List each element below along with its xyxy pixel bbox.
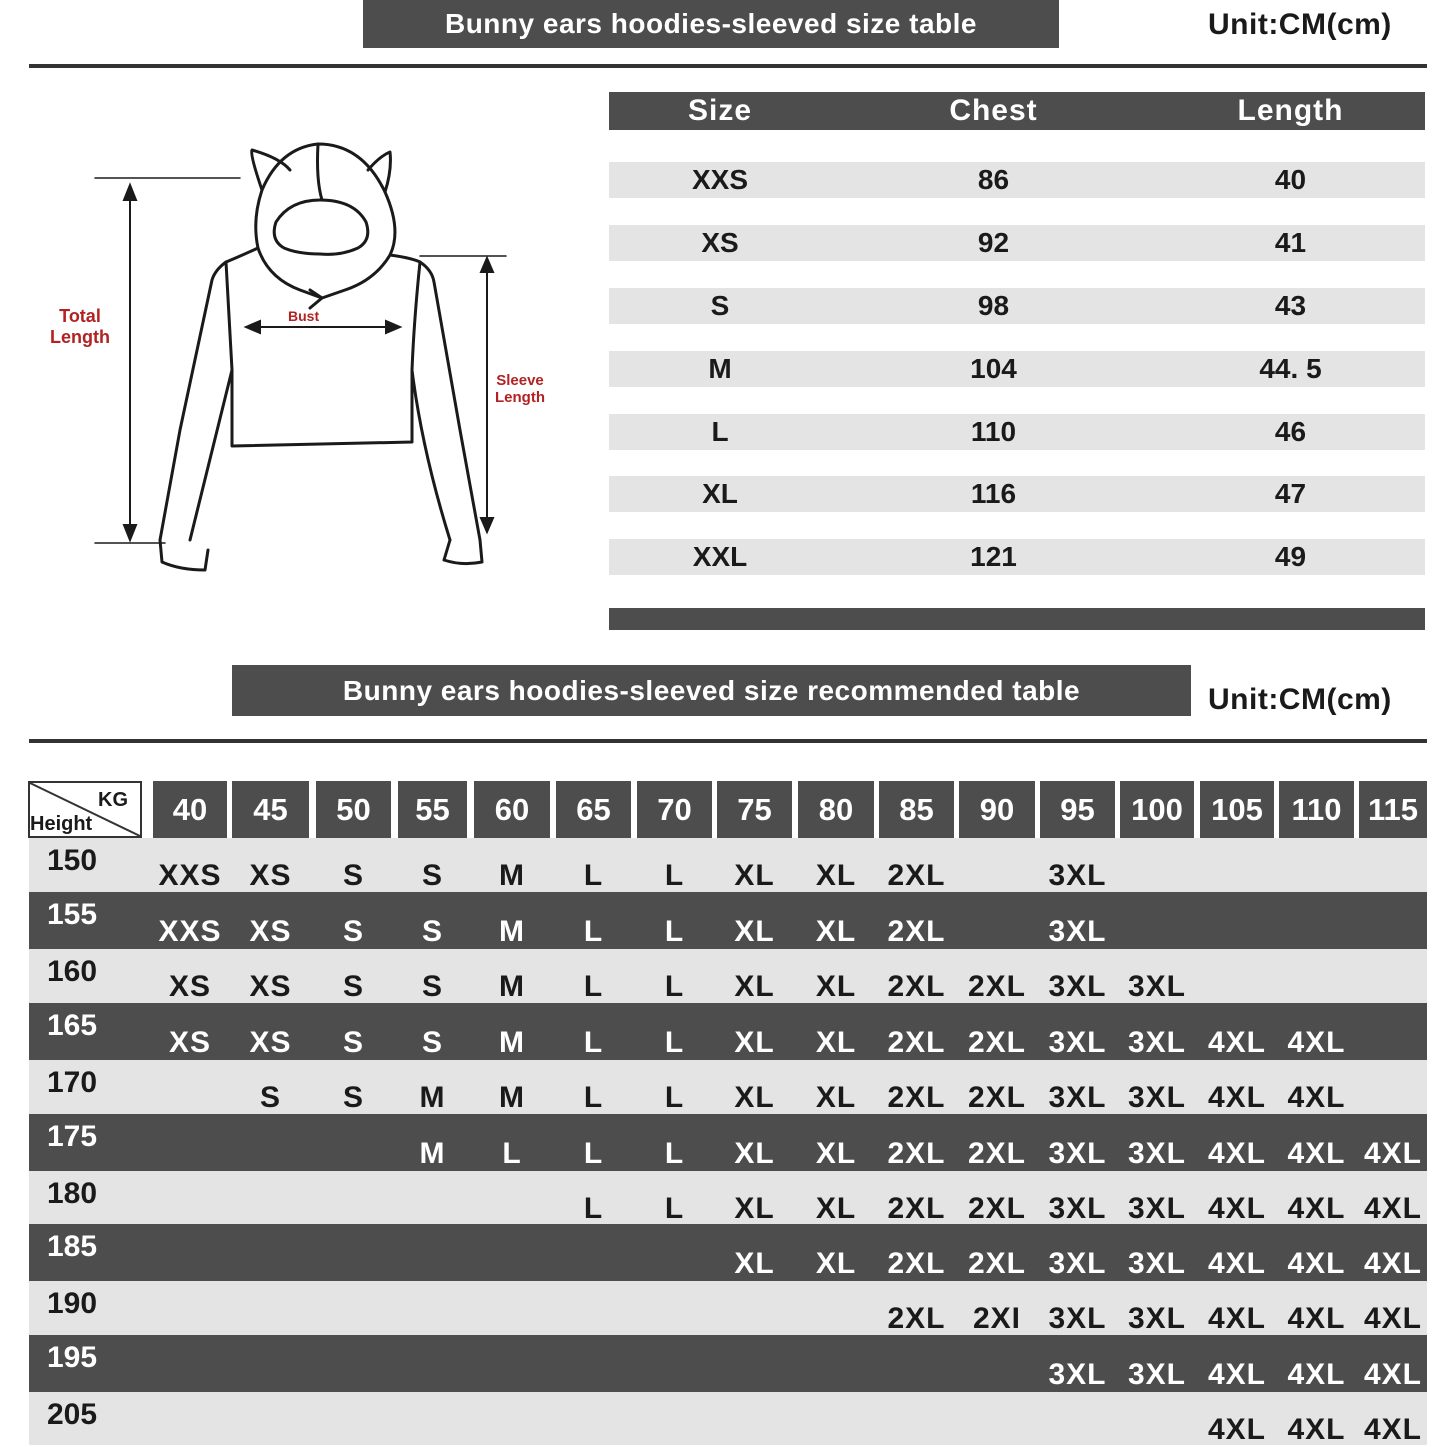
recommended-size-cell: XL <box>734 914 775 948</box>
height-label: 155 <box>47 898 98 931</box>
chest-cell: 121 <box>970 541 1017 572</box>
weight-header-cell: 60 <box>474 781 550 838</box>
recommended-size-cell: 4XL <box>1207 1357 1267 1391</box>
recommend-row <box>29 1281 1427 1335</box>
recommended-size-cell: 4XL <box>1287 1136 1346 1170</box>
recommended-size-cell: M <box>499 1025 525 1059</box>
recommended-size-cell: 2XL <box>967 1081 1027 1114</box>
recommended-size-cell: L <box>664 1025 685 1059</box>
recommended-size-cell: M <box>419 1081 446 1114</box>
length-cell: 49 <box>1274 541 1307 572</box>
recommended-size-cell: XS <box>168 970 212 1003</box>
recommend-row <box>29 1003 1427 1060</box>
height-label: 190 <box>47 1287 98 1320</box>
table-corner-cell <box>28 781 142 838</box>
height-label: 205 <box>47 1398 98 1431</box>
length-cell: 46 <box>1274 416 1307 447</box>
height-label: 160 <box>47 955 98 988</box>
recommend-row <box>29 1171 1427 1224</box>
recommended-size-cell: 4XL <box>1363 1246 1423 1280</box>
recommended-size-cell: XL <box>734 1081 775 1114</box>
recommended-size-cell: L <box>583 914 604 948</box>
recommended-size-cell: M <box>499 914 525 948</box>
recommended-size-cell: XS <box>249 1025 292 1059</box>
recommended-size-cell: 2XL <box>887 1136 946 1170</box>
size-row <box>609 539 1425 575</box>
recommended-size-cell: XL <box>815 970 857 1003</box>
chest-cell: 86 <box>977 164 1010 195</box>
hoodie-outline-icon <box>40 130 580 590</box>
bust-label: Bust <box>288 308 320 324</box>
recommended-size-cell: 2XL <box>887 1025 946 1059</box>
recommended-size-cell: M <box>419 1136 446 1170</box>
recommend-row <box>29 1224 1427 1281</box>
recommended-size-cell: XS <box>249 914 292 948</box>
height-label: 165 <box>47 1009 98 1042</box>
recommended-size-cell: L <box>664 1081 685 1114</box>
recommended-size-cell: 4XL <box>1287 1025 1346 1059</box>
size-row <box>609 162 1425 198</box>
recommended-size-cell: XL <box>815 859 857 892</box>
recommended-size-cell: 3XL <box>1048 1136 1107 1170</box>
weight-header-cell: 65 <box>556 781 631 838</box>
size-row <box>609 225 1425 261</box>
size-row <box>609 351 1425 387</box>
recommended-size-cell: XL <box>815 1136 857 1170</box>
recommended-size-cell: 4XL <box>1207 1136 1267 1170</box>
recommend-table-unit: Unit:CM(cm) <box>1208 683 1392 716</box>
recommended-size-cell: S <box>421 970 443 1003</box>
weight-header-cell: 95 <box>1040 781 1115 838</box>
recommended-size-cell: 4XL <box>1207 1191 1267 1225</box>
recommended-size-cell: XS <box>249 859 292 892</box>
recommended-size-cell: L <box>583 970 604 1003</box>
size-cell: XL <box>702 478 738 509</box>
header-size: Size <box>687 94 753 127</box>
recommend-table-title <box>232 665 1191 716</box>
recommended-size-cell: XL <box>734 1246 775 1280</box>
size-table-footer <box>609 608 1425 630</box>
recommended-size-cell: 4XL <box>1287 1246 1346 1280</box>
size-cell: M <box>708 353 732 384</box>
weight-header-cell: 75 <box>717 781 792 838</box>
chest-cell: 116 <box>970 478 1017 509</box>
weight-header-cell: 80 <box>798 781 874 838</box>
recommended-size-cell: 3XL <box>1127 1191 1187 1225</box>
recommend-row <box>29 1114 1427 1171</box>
recommended-size-cell: 4XL <box>1287 1081 1346 1114</box>
recommended-size-cell: XL <box>815 1081 857 1114</box>
chest-cell: 98 <box>977 290 1010 321</box>
recommended-size-cell: 4XL <box>1287 1191 1346 1225</box>
weight-header-cell: 45 <box>232 781 309 838</box>
total-length-label: Total Length <box>50 306 110 347</box>
recommended-size-cell: 2XL <box>967 970 1027 1003</box>
header-length: Length <box>1237 94 1344 127</box>
recommended-size-cell: 2XL <box>887 914 946 948</box>
recommended-size-cell: M <box>499 970 525 1003</box>
chest-cell: 104 <box>970 353 1017 384</box>
recommended-size-cell: 4XL <box>1363 1412 1423 1446</box>
recommend-row <box>29 1392 1427 1445</box>
height-label: 175 <box>47 1120 98 1153</box>
recommended-size-cell: 2XL <box>967 1136 1027 1170</box>
size-table-header <box>609 92 1425 130</box>
recommended-size-cell: L <box>664 859 685 892</box>
recommended-size-cell: 4XL <box>1207 1081 1267 1114</box>
hoodie-diagram <box>40 130 580 590</box>
recommended-size-cell: 3XL <box>1048 859 1107 892</box>
recommended-size-cell: 3XL <box>1127 970 1187 1003</box>
recommend-row <box>29 1060 1427 1114</box>
height-label: 180 <box>47 1177 98 1210</box>
header-chest: Chest <box>949 94 1038 127</box>
recommended-size-cell: L <box>664 914 685 948</box>
size-cell: L <box>711 416 729 447</box>
recommended-size-cell: 3XL <box>1127 1025 1187 1059</box>
recommended-size-cell: L <box>583 1025 604 1059</box>
recommended-size-cell: 4XL <box>1207 1025 1267 1059</box>
recommended-size-cell: XXS <box>158 914 222 948</box>
length-cell: 44. 5 <box>1259 353 1322 384</box>
recommended-size-cell: 3XL <box>1048 1246 1107 1280</box>
weight-header-cell: 100 <box>1120 781 1194 838</box>
recommended-size-cell: S <box>342 859 364 892</box>
recommended-size-cell: 3XL <box>1048 1302 1107 1335</box>
recommended-size-cell: XL <box>815 1246 857 1280</box>
size-cell: XXS <box>691 164 749 195</box>
recommended-size-cell: 2XL <box>967 1191 1027 1225</box>
top-divider <box>29 64 1427 68</box>
size-row <box>609 414 1425 450</box>
size-table-title-text: Bunny ears hoodies-sleeved size table <box>444 8 977 39</box>
recommend-row <box>29 892 1427 949</box>
recommended-size-cell: L <box>664 1136 685 1170</box>
recommended-size-cell: M <box>499 1081 525 1114</box>
recommended-size-cell: 3XL <box>1048 1191 1107 1225</box>
recommended-size-cell: XS <box>168 1025 212 1059</box>
length-cell: 43 <box>1274 290 1307 321</box>
recommended-size-cell: L <box>664 1191 685 1225</box>
recommended-size-cell: L <box>583 1191 604 1225</box>
height-label: 150 <box>47 844 98 877</box>
height-label: 185 <box>47 1230 98 1263</box>
chest-cell: 110 <box>970 416 1017 447</box>
recommended-size-cell: 4XL <box>1287 1302 1346 1335</box>
recommended-size-cell: XL <box>734 1025 775 1059</box>
recommended-size-cell: XL <box>734 1191 775 1225</box>
recommended-size-cell: L <box>583 1136 604 1170</box>
height-label: 170 <box>47 1066 98 1099</box>
size-table-unit: Unit:CM(cm) <box>1208 8 1392 41</box>
recommended-size-cell: 4XL <box>1207 1302 1267 1335</box>
recommended-size-cell: 3XL <box>1127 1302 1187 1335</box>
recommended-size-cell: S <box>421 914 443 948</box>
weight-header-cell: 55 <box>398 781 467 838</box>
height-label: 195 <box>47 1341 98 1374</box>
recommended-size-cell: 3XL <box>1048 1357 1107 1391</box>
recommended-size-cell: 2XL <box>887 1191 946 1225</box>
weight-header-cell: 85 <box>879 781 954 838</box>
recommended-size-cell: 4XL <box>1363 1302 1423 1335</box>
recommended-size-cell: 2XL <box>887 970 946 1003</box>
weight-header-cell: 70 <box>637 781 712 838</box>
recommended-size-cell: 2XL <box>887 1081 946 1114</box>
recommend-row <box>29 1335 1427 1392</box>
recommended-size-cell: S <box>342 914 364 948</box>
recommended-size-cell: S <box>259 1081 281 1114</box>
recommended-size-cell: XL <box>734 859 775 892</box>
recommended-size-cell: 4XL <box>1207 1246 1267 1280</box>
recommended-size-cell: 2XL <box>887 1302 946 1335</box>
recommended-size-cell: L <box>583 1081 604 1114</box>
recommended-size-cell: XS <box>249 970 292 1003</box>
weight-header-cell: 105 <box>1200 781 1274 838</box>
recommend-row <box>29 949 1427 1003</box>
weight-header-cell: 115 <box>1359 781 1427 838</box>
recommended-size-cell: 3XL <box>1127 1081 1187 1114</box>
corner-height-label: Height <box>30 813 93 835</box>
middle-divider <box>29 739 1427 743</box>
recommended-size-cell: 4XL <box>1287 1357 1346 1391</box>
recommended-size-cell: XL <box>815 1191 857 1225</box>
recommended-size-cell: 3XL <box>1048 1081 1107 1114</box>
recommended-size-cell: 2XL <box>887 1246 946 1280</box>
recommended-size-cell: 2XI <box>972 1302 1022 1335</box>
recommended-size-cell: S <box>421 1025 443 1059</box>
recommended-size-cell: S <box>342 1025 364 1059</box>
recommended-size-cell: XL <box>734 970 775 1003</box>
chest-cell: 92 <box>977 227 1010 258</box>
recommended-size-cell: 4XL <box>1207 1412 1267 1446</box>
recommended-size-cell: S <box>342 1081 364 1114</box>
corner-kg-label: KG <box>98 789 128 811</box>
recommended-size-cell: M <box>499 859 525 892</box>
recommended-size-cell: S <box>342 970 364 1003</box>
recommend-row <box>29 838 1427 892</box>
recommended-size-cell: S <box>421 859 443 892</box>
length-cell: 47 <box>1274 478 1307 509</box>
recommended-size-cell: 3XL <box>1127 1136 1187 1170</box>
weight-header-cell: 40 <box>153 781 227 838</box>
length-cell: 41 <box>1274 227 1307 258</box>
weight-header-cell: 110 <box>1279 781 1354 838</box>
sleeve-length-label: Sleeve Length <box>495 372 545 407</box>
recommended-size-cell: XL <box>815 914 857 948</box>
weight-header-cell: 50 <box>316 781 391 838</box>
recommended-size-cell: 3XL <box>1048 914 1107 948</box>
recommended-size-cell: 4XL <box>1363 1357 1423 1391</box>
weight-header-cell: 90 <box>959 781 1035 838</box>
recommended-size-cell: 4XL <box>1287 1412 1346 1446</box>
recommended-size-cell: L <box>502 1136 522 1170</box>
recommended-size-cell: XL <box>734 1136 775 1170</box>
size-row <box>609 476 1425 512</box>
recommended-size-cell: L <box>583 859 604 892</box>
recommended-size-cell: 3XL <box>1127 1357 1187 1391</box>
recommended-size-cell: L <box>664 970 685 1003</box>
recommended-size-cell: 3XL <box>1048 970 1107 1003</box>
size-row <box>609 288 1425 324</box>
recommended-size-cell: 3XL <box>1048 1025 1107 1059</box>
size-table-title <box>363 0 1059 48</box>
recommended-size-cell: 4XL <box>1363 1191 1423 1225</box>
recommended-size-cell: XL <box>815 1025 857 1059</box>
size-cell: XXL <box>692 541 748 572</box>
recommended-size-cell: 3XL <box>1127 1246 1187 1280</box>
size-cell: S <box>710 290 730 321</box>
recommended-size-cell: 2XL <box>967 1246 1027 1280</box>
recommended-size-cell: 4XL <box>1363 1136 1423 1170</box>
size-cell: XS <box>701 227 739 258</box>
recommended-size-cell: 2XL <box>887 859 946 892</box>
recommend-table-title-text: Bunny ears hoodies-sleeved size recommended table <box>342 674 1081 706</box>
recommended-size-cell: XXS <box>158 859 222 892</box>
length-cell: 40 <box>1274 164 1307 195</box>
recommended-size-cell: 2XL <box>967 1025 1027 1059</box>
